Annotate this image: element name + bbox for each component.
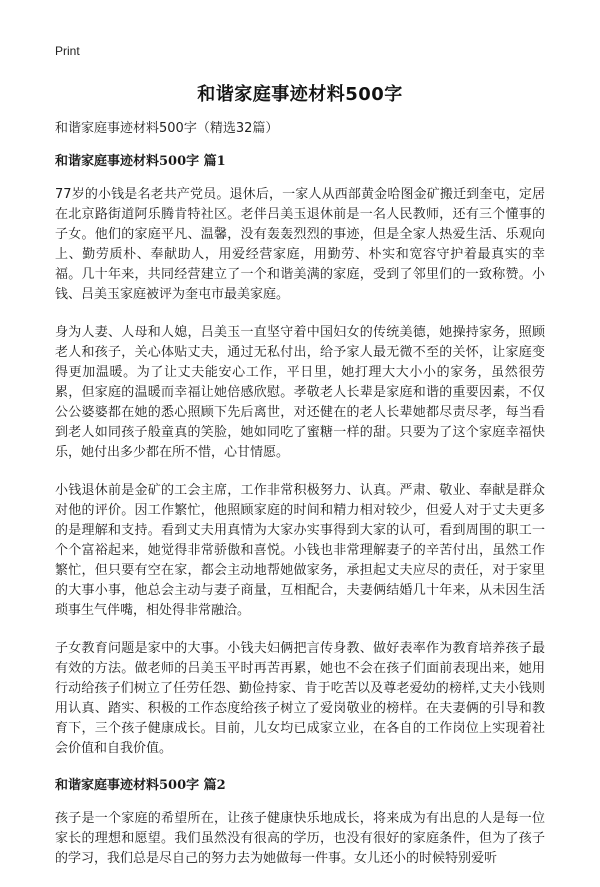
article-body bbox=[55, 120, 545, 887]
print-link[interactable]: Print bbox=[55, 44, 80, 58]
article-subtitle: 和谐家庭事迹材料500字（精选32篇） bbox=[55, 121, 279, 136]
paragraph: 小钱退休前是金矿的工会主席，工作非常积极努力、认真。严肃、敬业、奉献是群众对他的评价。因工作繁忙，他照顾家庭的时间和精力相对较少，但爱人对于丈夫更多的是理解和支持。看到丈夫用真情为大家办实事得到大家的认可，看到周围的职工一个个富裕起来，她觉得非常骄傲和喜悦。小钱也非常理解妻子的辛苦付出，虽然工作繁忙，但只要有空在家，都会主动地帮她做家务，承担起丈夫应尽的责任，对于家里的大事小事，他总会主动与妻子商量，互相配合，夫妻俩结婚几十年来，从未因生活琐事生气伴嘴，相处得非常融洽。 bbox=[55, 483, 545, 618]
page-title: 和谐家庭事迹材料500字 bbox=[197, 84, 403, 105]
paragraph: 孩子是一个家庭的希望所在，让孩子健康快乐地成长，将来成为有出息的人是每一位家长的理想和愿望。我们虽然没有很高的学历，也没有很好的家庭条件，但为了孩子的学习，我们总是尽自己的努力去为她做每一件事。女儿还小的时候特别爱听 bbox=[55, 811, 545, 866]
section-heading-2: 和谐家庭事迹材料500字 篇2 bbox=[55, 778, 226, 793]
paragraph: 子女教育问题是家中的大事。小钱夫妇俩把言传身教、做好表率作为教育培养孩子最有效的方法。做老师的吕美玉平时再苦再累，她也不会在孩子们面前表现出来，她用行动给孩子们树立了任劳任怨、勤俭持家、肯于吃苦以及尊老爱幼的榜样,丈夫小钱则用认真、踏实、积极的工作态度给孩子树立了爱岗敬业的榜样。在夫妻俩的引导和教育下，三个孩子健康成长。目前，儿女均已成家立业，在各自的工作岗位上实现着社会价值和自我价值。 bbox=[55, 641, 545, 756]
section-heading-1: 和谐家庭事迹材料500字 篇1 bbox=[55, 154, 226, 169]
paragraph: 身为人妻、人母和人媳，吕美玉一直坚守着中国妇女的传统美德，她操持家务，照顾老人和孩子，关心体贴丈夫，通过无私付出，给予家人最无微不至的关怀，让家庭变得更加温暖。为了让丈夫能安心工作，平日里，她打理大大小小的家务，虽然很劳累，但家庭的温暖而幸福让她倍感欣慰。孝敬老人长辈是家庭和谐的重要因素，不仅公公婆婆都在她的悉心照顾下先后离世，对还健在的老人长辈她都尽责尽孝，每当看到老人如同孩子般童真的笑脸，她如同吃了蜜糖一样的甜。只要为了这个家庭幸福快乐，她付出多少都在所不惜，心甘情愿。 bbox=[55, 325, 545, 460]
paragraph: 77岁的小钱是名老共产党员。退休后，一家人从西部黄金哈图金矿搬迁到奎屯，定居在北京路街道阿乐腾肯特社区。老伴吕美玉退休前是一名人民教师，还有三个懂事的子女。他们的家庭平凡、温馨，没有轰轰烈烈的事迹，但是全家人热爱生活、乐观向上、勤劳质朴、奉献助人，用爱经营家庭，用勤劳、朴实和宽容守护着最真实的幸福。几十年来，共同经营建立了一个和谐美满的家庭，受到了邻里们的一致称赞。小钱、吕美玉家庭被评为奎屯市最美家庭。 bbox=[55, 187, 545, 302]
